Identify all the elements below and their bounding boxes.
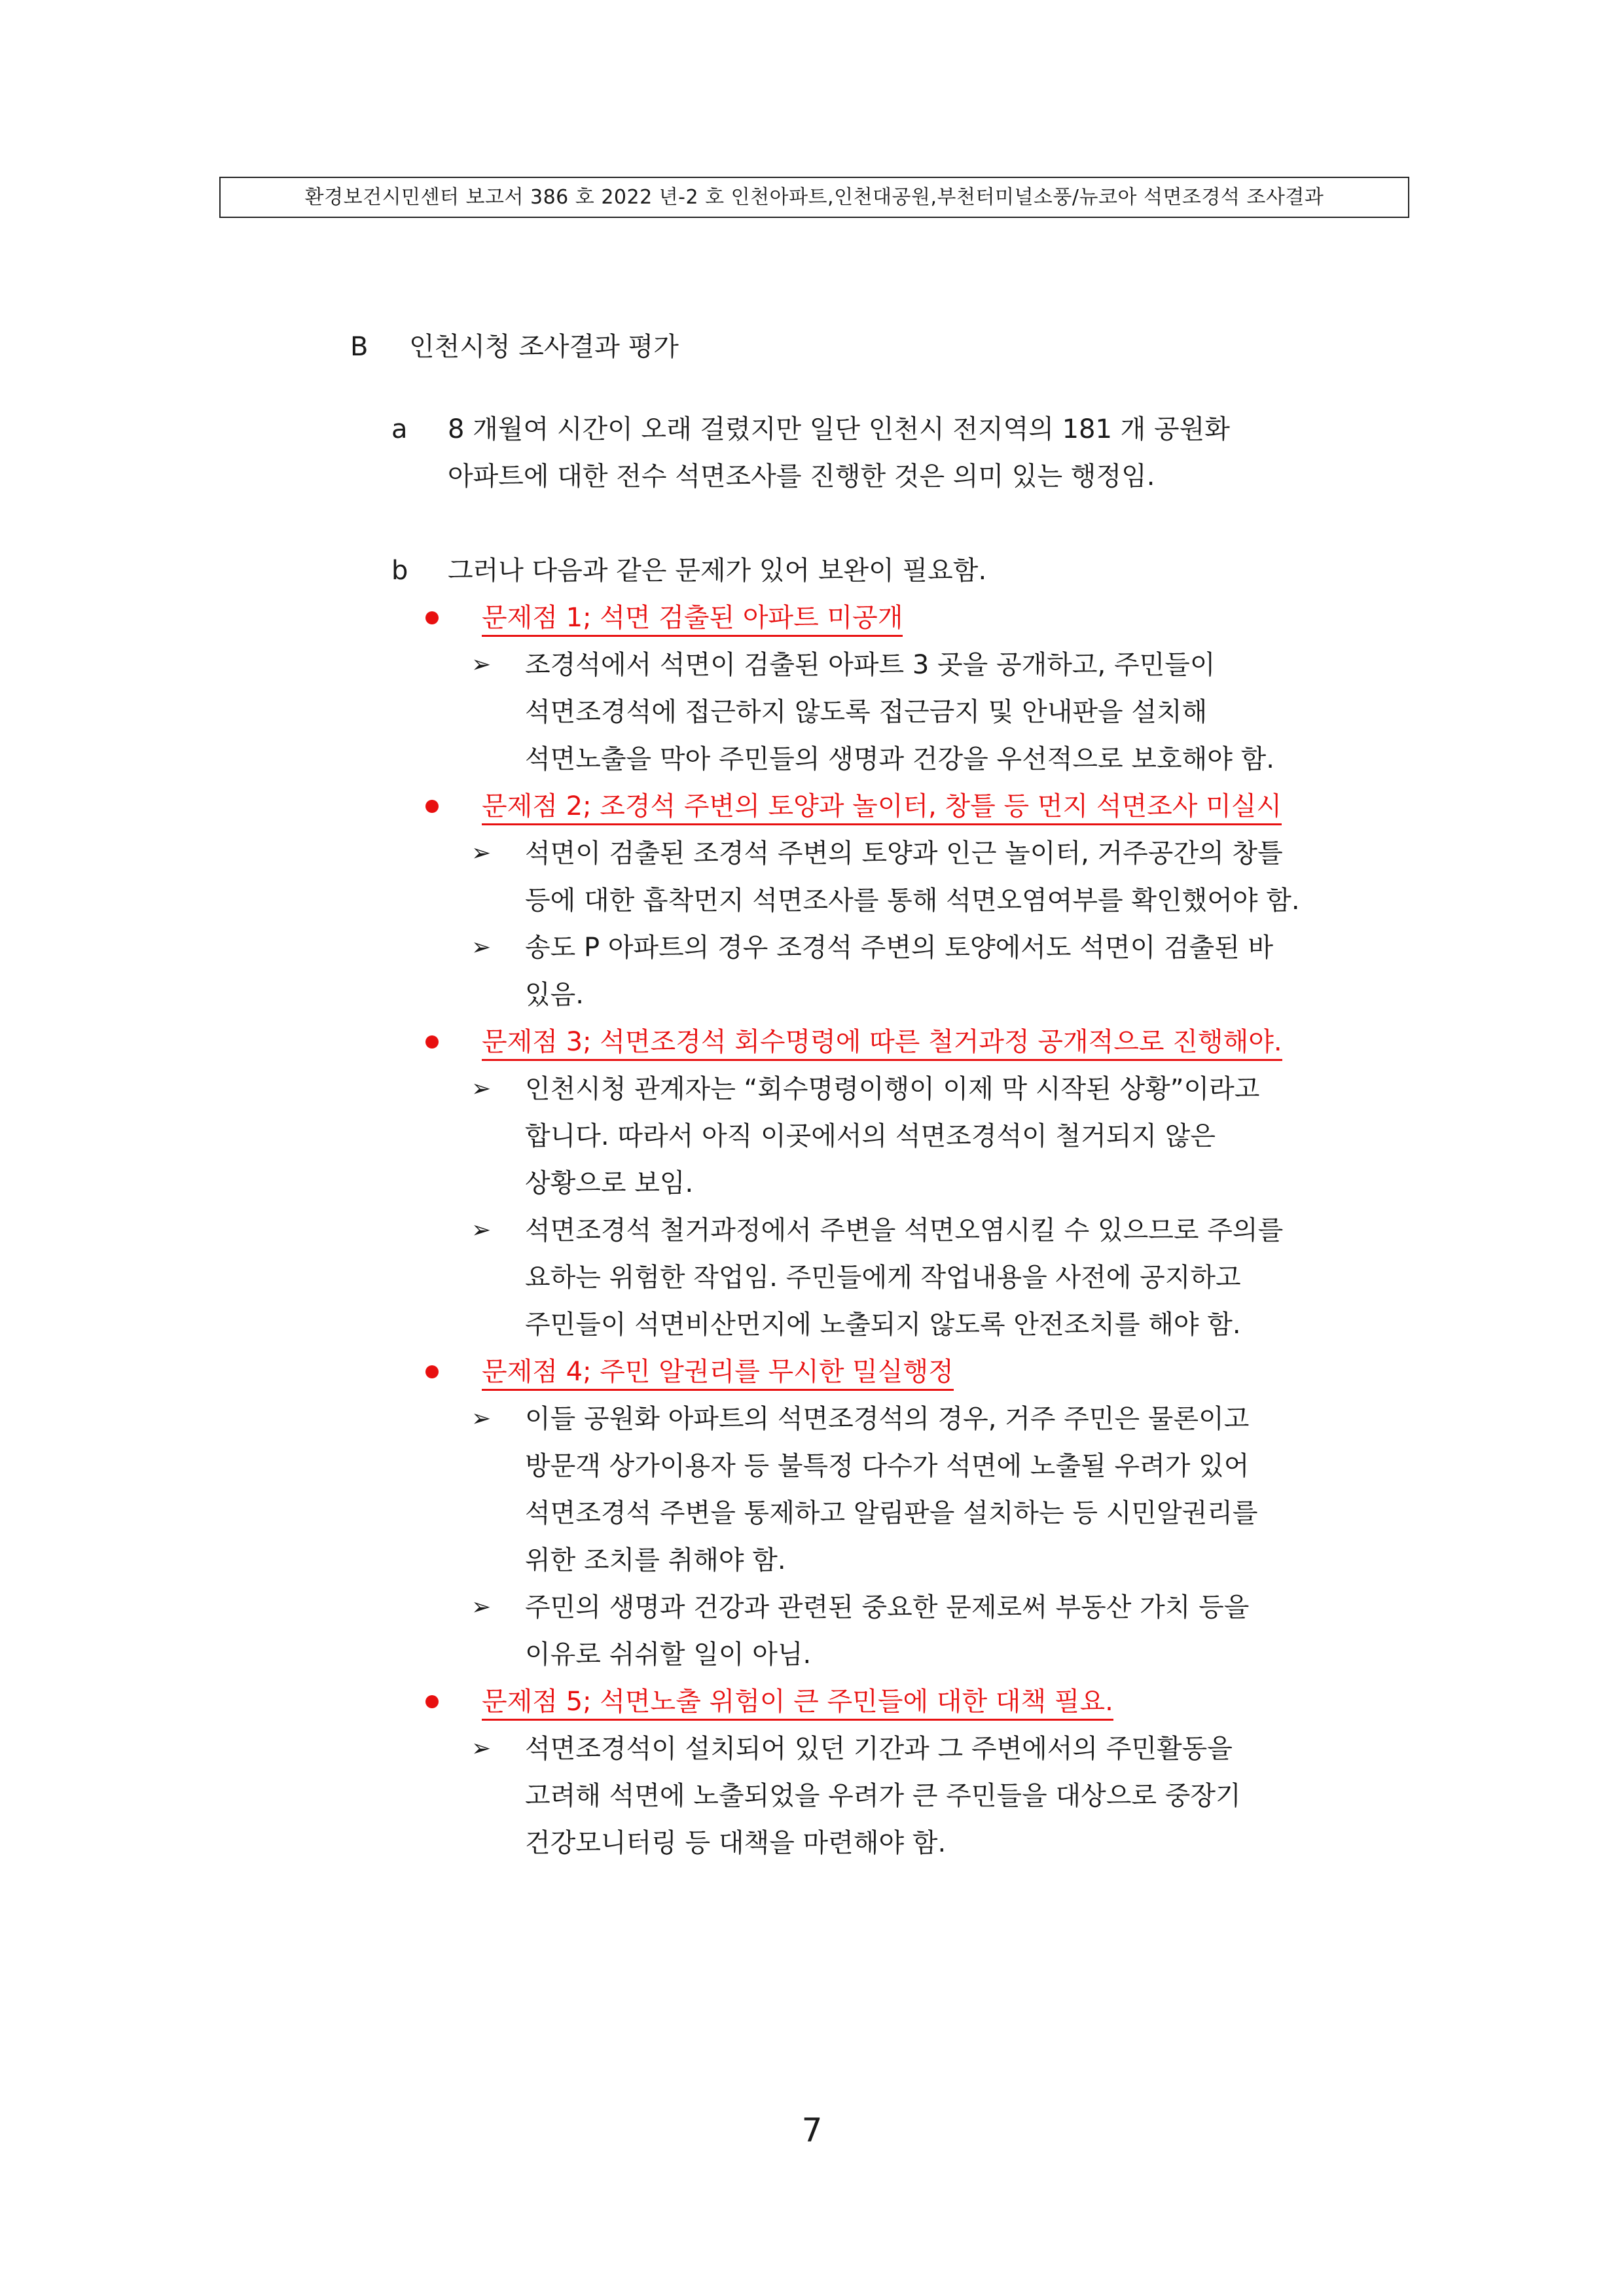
- item-letter: a: [391, 414, 408, 444]
- text-line: 요하는 위험한 작업임. 주민들에게 작업내용을 사전에 공지하고: [525, 1263, 1241, 1293]
- problem-title: 문제점 3; 석면조경석 회수명령에 따른 철거과정 공개적으로 진행해야.: [482, 1018, 1282, 1061]
- arrow-bullet-icon: ➢: [471, 840, 492, 867]
- text-line: 주민들이 석면비산먼지에 노출되지 않도록 안전조치를 해야 함.: [525, 1310, 1241, 1340]
- arrow-bullet-icon: ➢: [471, 934, 492, 961]
- bullet-text: [525, 1395, 1258, 1584]
- text-line: 송도 P 아파트의 경우 조경석 주변의 토양에서도 석면이 검출된 바: [525, 933, 1274, 963]
- text-line: 방문객 상가이용자 등 불특정 다수가 석면에 노출될 우려가 있어: [525, 1451, 1250, 1481]
- arrow-bullet-icon: ➢: [471, 1217, 492, 1244]
- text-line: 석면조경석에 접근하지 않도록 접근금지 및 안내판을 설치해: [525, 697, 1208, 727]
- text-line: 아파트에 대한 전수 석면조사를 진행한 것은 의미 있는 행정임.: [448, 461, 1155, 492]
- text-line: 석면조경석 철거과정에서 주변을 석면오염시킬 수 있으므로 주의를: [525, 1215, 1284, 1246]
- section-letter: B: [350, 332, 369, 362]
- problem-title: 문제점 5; 석면노출 위험이 큰 주민들에 대한 대책 필요.: [482, 1678, 1113, 1721]
- text-line: 석면조경석이 설치되어 있던 기간과 그 주변에서의 주민활동을: [525, 1734, 1233, 1764]
- bullet-text: [525, 924, 1273, 1018]
- arrow-bullet-icon: ➢: [471, 1594, 492, 1621]
- text-line: 석면이 검출된 조경석 주변의 토양과 인근 놀이터, 거주공간의 창틀: [525, 838, 1283, 869]
- text-line: 석면노출을 막아 주민들의 생명과 건강을 우선적으로 보호해야 함.: [525, 744, 1274, 774]
- running-header: 환경보건시민센터 보고서 386 호 2022 년-2 호 인천아파트,인천대공원,부천터미널소풍/뉴코아 석면조경석 조사결과: [219, 177, 1409, 218]
- bullet-text: [525, 1584, 1249, 1678]
- text-line: 그러나 다음과 같은 문제가 있어 보완이 필요함.: [448, 556, 987, 586]
- item-letter: b: [391, 556, 408, 586]
- red-bullet-icon: [425, 611, 439, 624]
- red-bullet-icon: [425, 1365, 439, 1378]
- section-heading: [350, 329, 679, 365]
- problem-title: 문제점 4; 주민 알권리를 무시한 밀실행정: [482, 1348, 954, 1391]
- bullet-text: [525, 1725, 1241, 1867]
- arrow-bullet-icon: ➢: [471, 651, 492, 678]
- page-number: 7: [801, 2111, 823, 2149]
- text-line: 인천시청 관계자는 “회수명령이행이 이제 막 시작된 상황”이라고: [525, 1074, 1260, 1104]
- text-line: 이들 공원화 아파트의 석면조경석의 경우, 거주 주민은 물론이고: [525, 1404, 1250, 1434]
- bullet-text: [525, 1207, 1283, 1348]
- text-line: 합니다. 따라서 아직 이곳에서의 석면조경석이 철거되지 않은: [525, 1121, 1216, 1151]
- section-title: 인천시청 조사결과 평가: [409, 332, 679, 362]
- text-line: 있음.: [525, 980, 584, 1010]
- red-bullet-icon: [425, 1035, 439, 1049]
- text-line: 석면조경석 주변을 통제하고 알림판을 설치하는 등 시민알권리를: [525, 1498, 1258, 1528]
- item-text: [448, 406, 1230, 500]
- red-bullet-icon: [425, 800, 439, 813]
- text-line: 조경석에서 석면이 검출된 아파트 3 곳을 공개하고, 주민들이: [525, 650, 1216, 680]
- text-line: 이유로 쉬쉬할 일이 아님.: [525, 1640, 812, 1670]
- text-line: 8 개월여 시간이 오래 걸렸지만 일단 인천시 전지역의 181 개 공원화: [448, 414, 1230, 444]
- red-bullet-icon: [425, 1695, 439, 1708]
- text-line: 등에 대한 흡착먼지 석면조사를 통해 석면오염여부를 확인했어야 함.: [525, 886, 1300, 916]
- item-text: [448, 547, 986, 594]
- bullet-text: [525, 1066, 1259, 1207]
- bullet-text: [525, 641, 1274, 783]
- text-line: 상황으로 보임.: [525, 1168, 694, 1198]
- arrow-bullet-icon: ➢: [471, 1735, 492, 1762]
- problem-title: 문제점 1; 석면 검출된 아파트 미공개: [482, 594, 903, 637]
- problem-title: 문제점 2; 조경석 주변의 토양과 놀이터, 창틀 등 먼지 석면조사 미실시: [482, 783, 1282, 825]
- text-line: 주민의 생명과 건강과 관련된 중요한 문제로써 부동산 가치 등을: [525, 1592, 1250, 1623]
- text-line: 고려해 석면에 노출되었을 우려가 큰 주민들을 대상으로 중장기: [525, 1781, 1241, 1811]
- text-line: 위한 조치를 취해야 함.: [525, 1545, 786, 1575]
- text-line: 건강모니터링 등 대책을 마련해야 함.: [525, 1828, 947, 1858]
- bullet-text: [525, 830, 1300, 924]
- arrow-bullet-icon: ➢: [471, 1075, 492, 1102]
- arrow-bullet-icon: ➢: [471, 1405, 492, 1432]
